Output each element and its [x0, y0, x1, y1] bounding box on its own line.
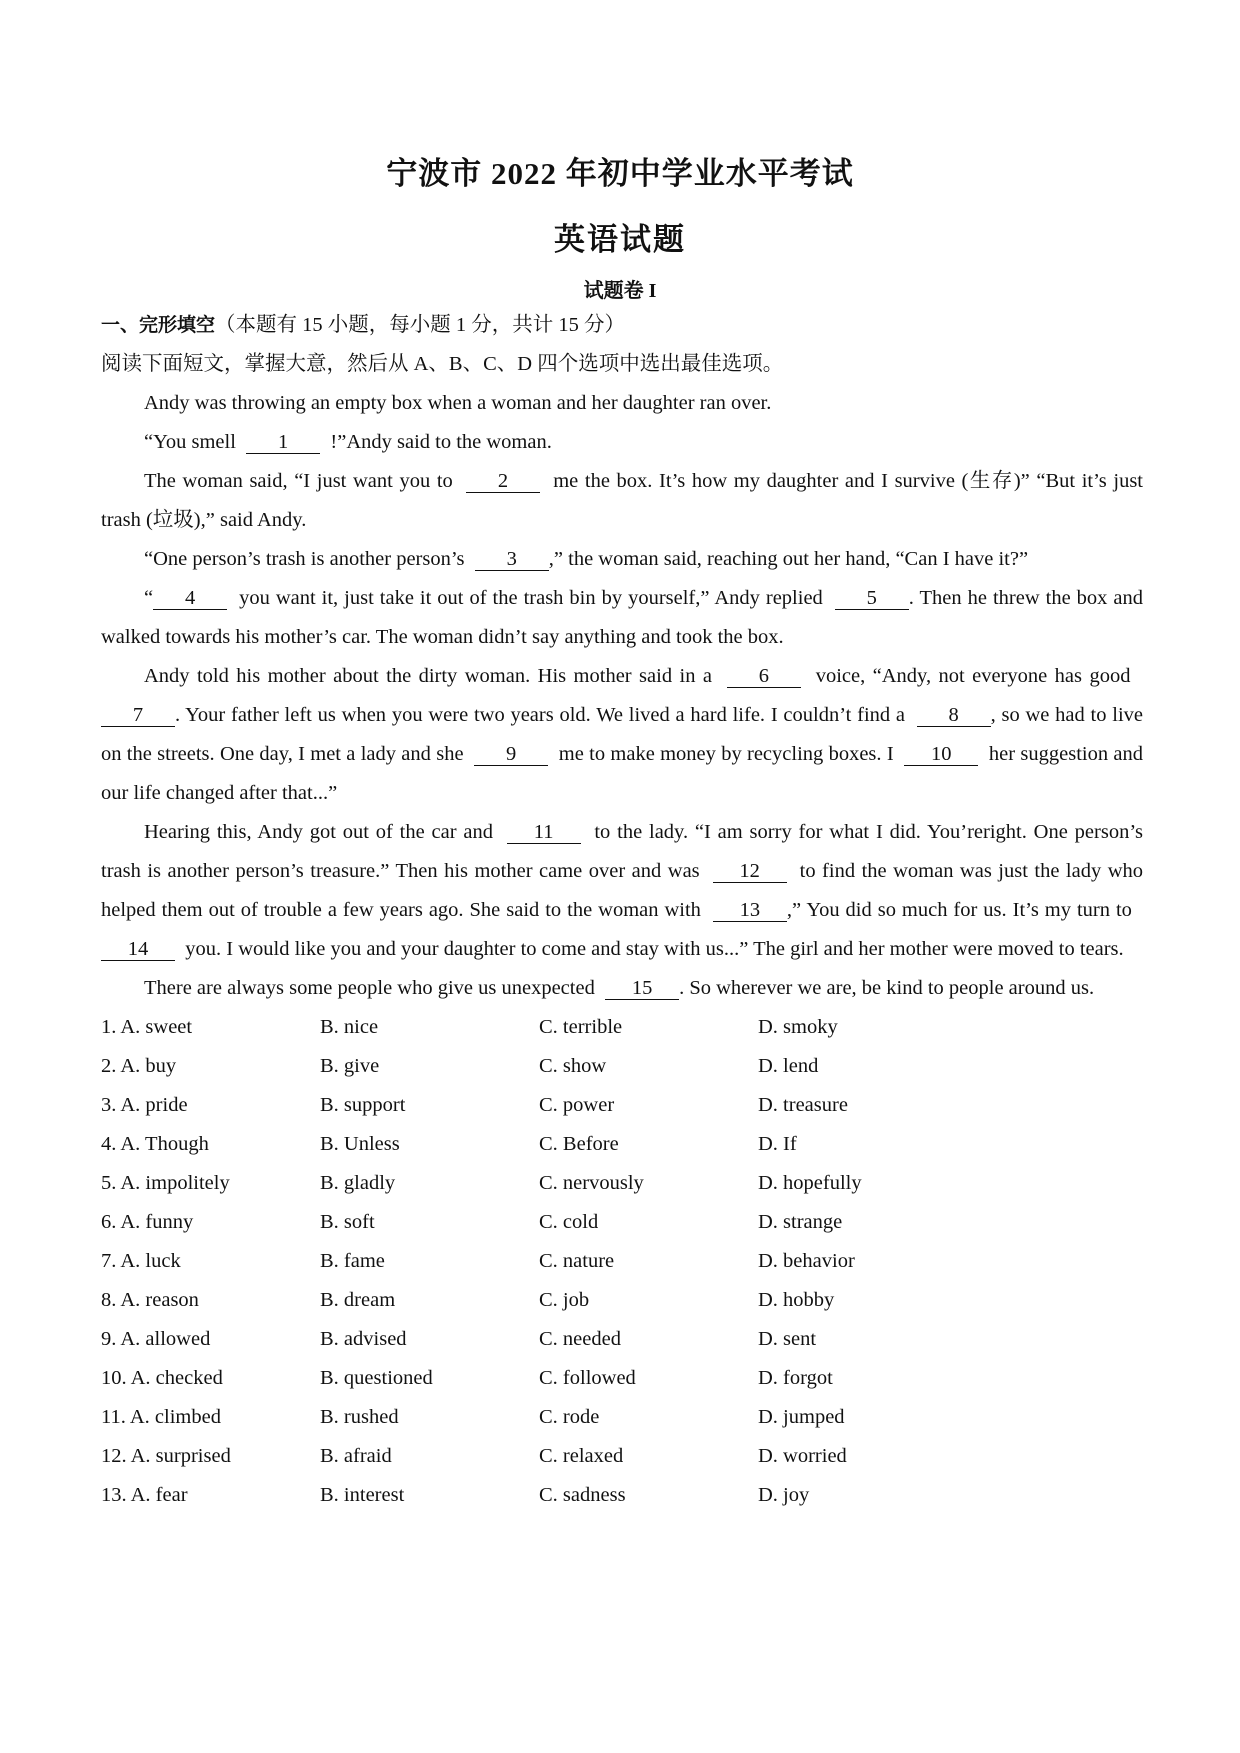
option-d: D. strange	[758, 1211, 843, 1233]
option-b: B. interest	[320, 1484, 405, 1506]
option-row	[101, 1398, 1143, 1437]
option-a: 11. A. climbed	[101, 1406, 221, 1428]
option-d: D. hopefully	[758, 1172, 862, 1194]
passage-text: voice, “Andy, not everyone has good	[815, 665, 1131, 687]
option-b: B. soft	[320, 1211, 375, 1233]
blank-11: 11	[507, 821, 581, 844]
option-a: 2. A. buy	[101, 1055, 177, 1077]
option-d: D. smoky	[758, 1016, 838, 1038]
option-d: D. hobby	[758, 1289, 835, 1311]
option-c: C. nervously	[539, 1172, 644, 1194]
passage-paragraph	[101, 384, 1143, 423]
option-b: B. nice	[320, 1016, 379, 1038]
option-b: B. give	[320, 1055, 380, 1077]
option-d: D. sent	[758, 1328, 817, 1350]
option-a: 4. A. Though	[101, 1133, 209, 1155]
option-row	[101, 1047, 1143, 1086]
passage-text: !”Andy said to the woman.	[330, 431, 552, 453]
passage-text: “	[144, 587, 154, 609]
option-row	[101, 1203, 1143, 1242]
option-a: 5. A. impolitely	[101, 1172, 230, 1194]
option-row	[101, 1359, 1143, 1398]
blank-4: 4	[153, 587, 227, 610]
option-a: 3. A. pride	[101, 1094, 188, 1116]
blank-2: 2	[466, 470, 540, 493]
blank-10: 10	[904, 743, 978, 766]
passage-text: ,” the woman said, reaching out her hand, “Can I have it?”	[548, 548, 1029, 570]
volume-label: 试题卷 I	[583, 280, 657, 302]
option-a: 12. A. surprised	[101, 1445, 231, 1467]
passage-paragraph	[101, 462, 1143, 540]
option-b: B. support	[320, 1094, 406, 1116]
passage-text: Andy told his mother about the dirty woman. His mother said in a	[144, 665, 712, 687]
exam-content	[101, 306, 1143, 1515]
passage-text: her suggestion and our life changed after that...”	[101, 743, 1144, 804]
passage-text: Hearing this, Andy got out of the car and	[144, 821, 493, 843]
blank-6: 6	[727, 665, 801, 688]
option-d: D. behavior	[758, 1250, 855, 1272]
passage-paragraph	[101, 579, 1143, 657]
option-c: C. terrible	[539, 1016, 623, 1038]
blank-3: 3	[475, 548, 549, 571]
option-b: B. fame	[320, 1250, 385, 1272]
passage-paragraph	[101, 423, 1143, 462]
passage-paragraph	[101, 813, 1143, 969]
blank-12: 12	[713, 860, 787, 883]
option-d: D. lend	[758, 1055, 819, 1077]
passage-text: to the lady. “I am sorry for what I did. You’reright. One person’s trash is another person’s treasure.” Then his mother came over and was	[101, 821, 1143, 882]
blank-1: 1	[246, 431, 320, 454]
option-row	[101, 1320, 1143, 1359]
blank-9: 9	[474, 743, 548, 766]
passage-paragraph	[101, 540, 1143, 579]
exam-title: 宁波市 2022 年初中学业水平考试	[386, 156, 854, 191]
option-b: B. questioned	[320, 1367, 433, 1389]
option-c: C. power	[539, 1094, 615, 1116]
passage-text: . Then he threw the box and walked towards his mother’s car. The woman didn’t say anything and took the box.	[101, 587, 1144, 648]
passage-text: “You smell	[144, 431, 236, 453]
passage-text: , so we had to live on the streets. One day, I met a lady and she	[101, 704, 1143, 765]
section-instruction: 阅读下面短文，掌握大意，然后从 A、B、C、D 四个选项中选出最佳选项。	[101, 353, 784, 375]
option-c: C. followed	[539, 1367, 636, 1389]
option-b: B. gladly	[320, 1172, 396, 1194]
option-row	[101, 1125, 1143, 1164]
option-d: D. worried	[758, 1445, 847, 1467]
option-b: B. Unless	[320, 1133, 400, 1155]
passage-text: The woman said, “I just want you to	[144, 470, 453, 492]
passage-text: you want it, just take it out of the trash bin by yourself,” Andy replied	[239, 587, 823, 609]
option-c: C. relaxed	[539, 1445, 624, 1467]
option-a: 6. A. funny	[101, 1211, 194, 1233]
option-a: 1. A. sweet	[101, 1016, 193, 1038]
passage-text: . Your father left us when you were two years old. We lived a hard life. I couldn’t find a	[175, 704, 906, 726]
option-row	[101, 1437, 1143, 1476]
option-c: C. cold	[539, 1211, 599, 1233]
option-c: C. show	[539, 1055, 607, 1077]
passage-text: Andy was throwing an empty box when a woman and her daughter ran over.	[144, 392, 772, 414]
option-row	[101, 1281, 1143, 1320]
option-c: C. rode	[539, 1406, 600, 1428]
passage-text: me to make money by recycling boxes. I	[558, 743, 894, 765]
option-c: C. sadness	[539, 1484, 626, 1506]
option-b: B. rushed	[320, 1406, 399, 1428]
passage-paragraph	[101, 969, 1143, 1008]
blank-8: 8	[917, 704, 991, 727]
passage-text: ,” You did so much for us. It’s my turn to	[786, 899, 1132, 921]
exam-subtitle: 英语试题	[554, 222, 686, 257]
option-a: 8. A. reason	[101, 1289, 199, 1311]
option-row	[101, 1008, 1143, 1047]
passage-text: There are always some people who give us unexpected	[144, 977, 595, 999]
option-row	[101, 1086, 1143, 1125]
option-d: D. joy	[758, 1484, 810, 1506]
option-row	[101, 1242, 1143, 1281]
section-note: （本题有 15 小题，每小题 1 分，共计 15 分）	[215, 314, 626, 336]
passage-text: “One person’s trash is another person’s	[144, 548, 465, 570]
blank-14: 14	[101, 938, 175, 961]
option-row	[101, 1164, 1143, 1203]
blank-5: 5	[835, 587, 909, 610]
passage-text: you. I would like you and your daughter to come and stay with us...” The girl and her mother were moved to tears.	[185, 938, 1124, 960]
section-title: 一、完形填空	[101, 314, 216, 336]
blank-15: 15	[605, 977, 679, 1000]
option-a: 13. A. fear	[101, 1484, 188, 1506]
option-row	[101, 1476, 1143, 1515]
option-c: C. nature	[539, 1250, 615, 1272]
option-b: B. afraid	[320, 1445, 392, 1467]
answer-options	[101, 1008, 1143, 1515]
option-b: B. dream	[320, 1289, 396, 1311]
passage-paragraph	[101, 657, 1143, 813]
option-a: 9. A. allowed	[101, 1328, 211, 1350]
passage-text: me the box. It’s how my daughter and I survive (生存)” “But it’s just trash (垃圾),” said Andy.	[101, 470, 1143, 531]
option-c: C. Before	[539, 1133, 619, 1155]
option-a: 10. A. checked	[101, 1367, 223, 1389]
blank-13: 13	[713, 899, 787, 922]
option-c: C. job	[539, 1289, 590, 1311]
passage-text: to find the woman was just the lady who helped them out of trouble a few years ago. She said to the woman with	[101, 860, 1144, 921]
option-a: 7. A. luck	[101, 1250, 181, 1272]
section-heading	[101, 306, 1143, 345]
option-b: B. advised	[320, 1328, 407, 1350]
option-d: D. jumped	[758, 1406, 845, 1428]
option-d: D. If	[758, 1133, 797, 1155]
blank-7: 7	[101, 704, 175, 727]
passage-text: . So wherever we are, be kind to people around us.	[679, 977, 1095, 999]
option-c: C. needed	[539, 1328, 621, 1350]
option-d: D. treasure	[758, 1094, 848, 1116]
option-d: D. forgot	[758, 1367, 833, 1389]
